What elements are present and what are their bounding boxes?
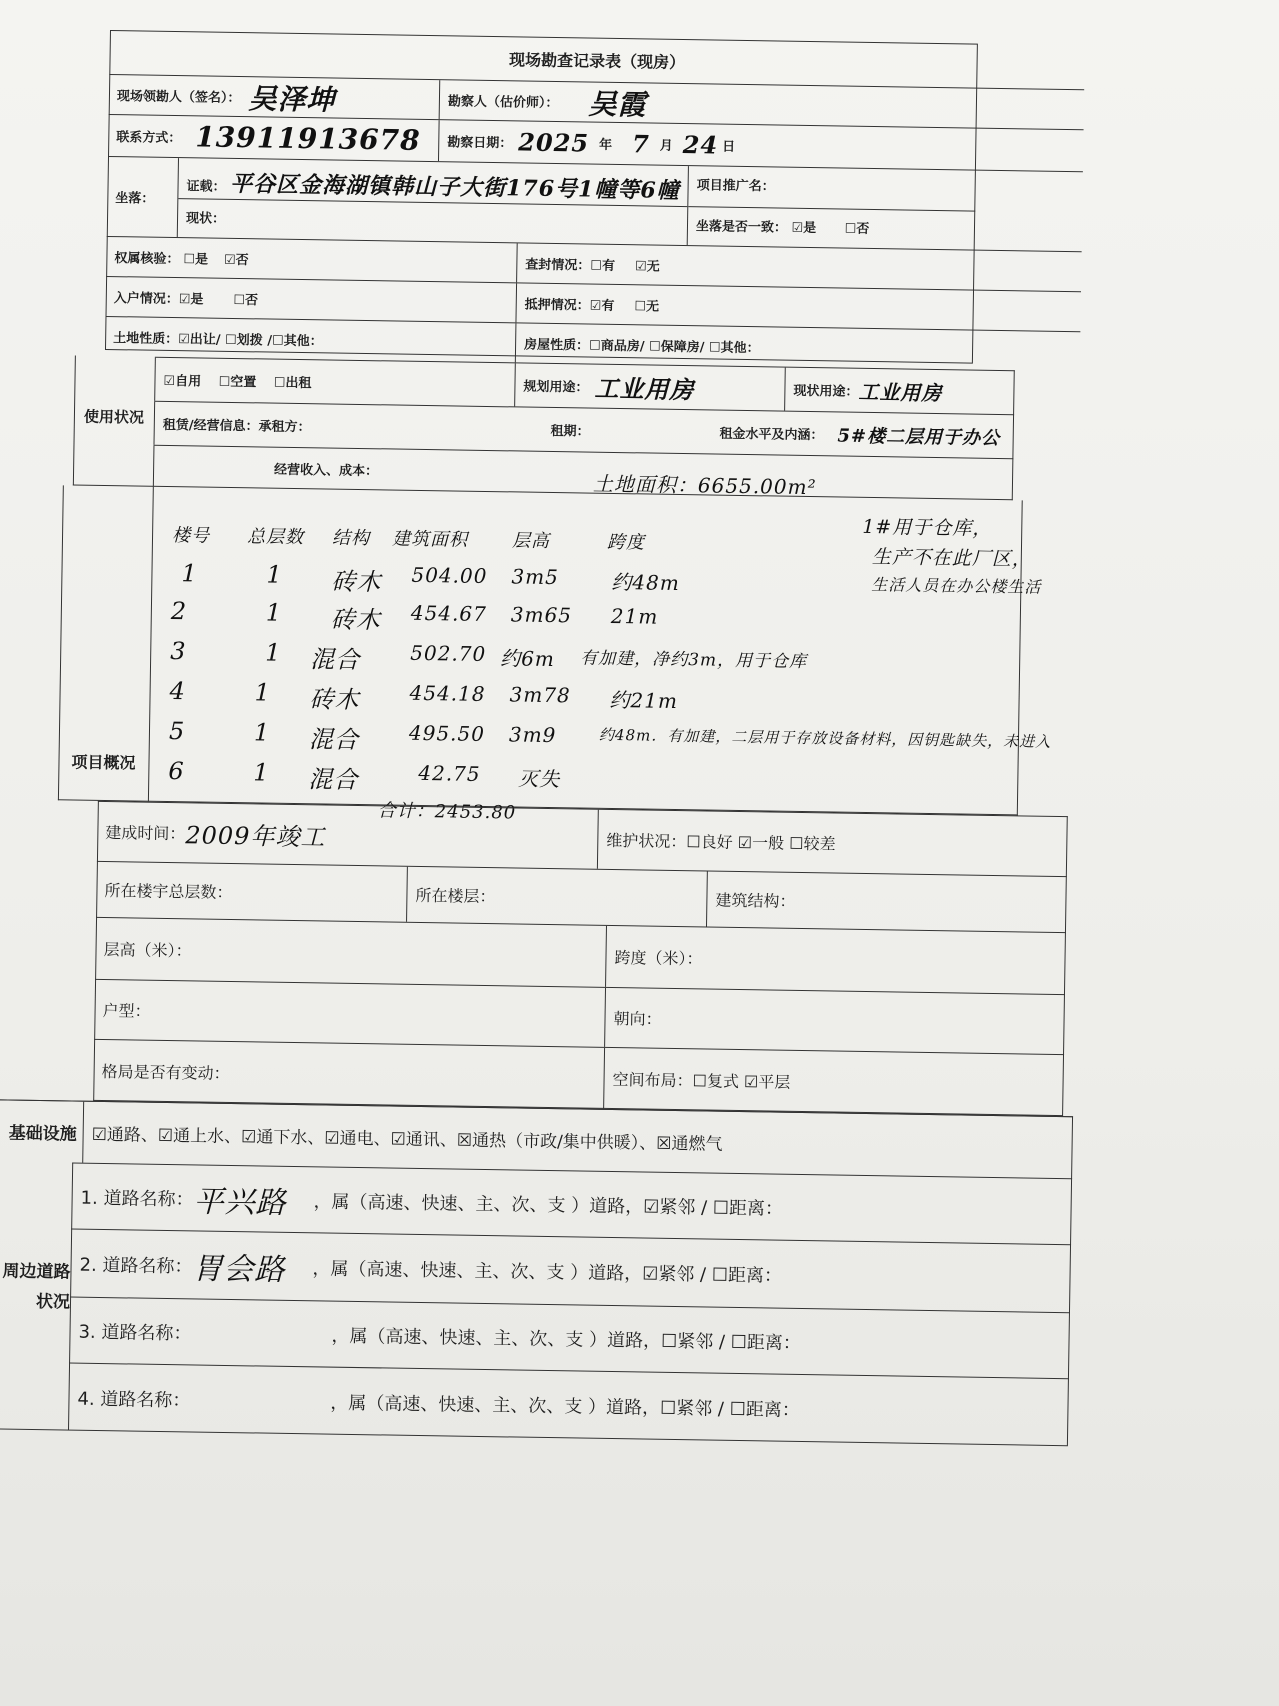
ov-cell: 2 bbox=[170, 597, 188, 626]
ov-cell: 约6m bbox=[499, 646, 556, 672]
ov-cell: 3m65 bbox=[510, 602, 573, 628]
date-label: 勘察日期： bbox=[447, 135, 513, 152]
house-opts: ☐商品房/ ☐保障房/ ☐其他： bbox=[588, 338, 760, 357]
ov-cell: 1 bbox=[265, 598, 283, 627]
orient-label: 朝向： bbox=[604, 988, 1065, 1054]
ov-cell: 42.75 bbox=[418, 760, 481, 786]
ov-cell: 1 bbox=[253, 758, 270, 787]
road-2-name: 胃会路 bbox=[192, 1250, 286, 1288]
infra-opts: ☑通路、☑通上水、☑通下水、☑通电、☑通讯、☒通热（市政/集中供暖）、☒通燃气 bbox=[82, 1102, 1073, 1179]
mortgage-yes: ☑有 bbox=[589, 298, 615, 314]
maint-cell bbox=[597, 810, 1068, 876]
usage-opts: ☑自用 ☐空置 ☐出租 bbox=[154, 358, 515, 407]
ov-cell: 1 bbox=[265, 638, 282, 667]
side-note-1: 1#用于仓库， bbox=[862, 515, 993, 540]
ownership-yes: ☐是 bbox=[183, 252, 209, 268]
built-label: 建成时间： bbox=[105, 823, 186, 844]
change-label: 格局是否有变动： bbox=[101, 1061, 230, 1084]
cert-value: 平谷区金海湖镇韩山子大街176号1幢等6幢 bbox=[229, 170, 680, 204]
ov-cell: 3m9 bbox=[508, 722, 557, 748]
usage-label: 使用状况 bbox=[83, 407, 145, 427]
promo-label: 项目推广名： bbox=[696, 178, 775, 195]
plan-label: 规划用途： bbox=[523, 379, 589, 396]
road-3-suffix: ，属（高速、快速、主、次、支 ）道路，☐紧邻 / ☐距离： bbox=[331, 1325, 802, 1354]
surveyor-cell bbox=[109, 75, 440, 119]
ov-cell: 502.70 bbox=[410, 640, 487, 666]
entry-cell bbox=[106, 277, 517, 322]
ov-cell: 1 bbox=[253, 718, 271, 747]
seal-no: ☑无 bbox=[634, 259, 660, 275]
promo-cell bbox=[687, 166, 976, 250]
maint-label: 维护状况： bbox=[606, 830, 687, 852]
cert-label: 证载： bbox=[186, 179, 226, 195]
match-yes: ☑是 bbox=[791, 220, 817, 237]
height-label: 层高（米）： bbox=[103, 940, 192, 961]
date-month: 7 bbox=[631, 129, 651, 159]
layout-opts: ☐复式 ☑平层 bbox=[692, 1071, 791, 1092]
current-use-cell bbox=[784, 368, 1015, 415]
date-year: 2025 bbox=[518, 127, 590, 158]
floor-label: 所在楼层： bbox=[406, 867, 707, 927]
current-location-label: 现状： bbox=[185, 211, 226, 227]
ov-cell: 混合 bbox=[309, 645, 361, 675]
ov-cell: 灭失 bbox=[518, 766, 561, 792]
road-4-name bbox=[190, 1399, 330, 1401]
land-area-note: 土地面积：6655.00m² bbox=[592, 471, 817, 500]
ov-cell: 砖木 bbox=[309, 685, 360, 714]
rent-value: 5#楼二层用于办公 bbox=[837, 424, 1001, 449]
struct-label: 建筑结构： bbox=[706, 871, 1067, 932]
road-4-prefix: 4. 道路名称： bbox=[77, 1388, 191, 1411]
date-month-unit: 月 bbox=[659, 138, 673, 154]
term-label: 租期： bbox=[550, 423, 590, 440]
road-3-prefix: 3. 道路名称： bbox=[78, 1321, 192, 1344]
maint-opts: ☐良好 ☑一般 ☐较差 bbox=[686, 832, 836, 854]
match-no: ☐否 bbox=[844, 221, 870, 237]
ownership-label: 权属核验： bbox=[114, 251, 180, 268]
road-row-4 bbox=[68, 1363, 1069, 1447]
plan-value: 工业用房 bbox=[594, 373, 695, 405]
ownership-no: ☑否 bbox=[223, 252, 249, 269]
ov-cell: 1 bbox=[266, 560, 283, 589]
ov-cell: 有加建，净约3m，用于仓库 bbox=[580, 648, 808, 673]
ownership-cell bbox=[106, 237, 517, 282]
date-day: 24 bbox=[682, 130, 719, 160]
side-note-3: 生活人员在办公楼生活 bbox=[871, 575, 1042, 597]
span-label: 跨度（米）： bbox=[605, 926, 1066, 994]
ov-header-1: 总层数 bbox=[246, 526, 305, 549]
ov-total: 合计：2453.80 bbox=[377, 800, 517, 824]
ov-header-5: 跨度 bbox=[606, 531, 646, 554]
entry-yes: ☑是 bbox=[178, 292, 204, 308]
contact-label: 联系方式： bbox=[116, 130, 182, 147]
ov-cell: 5 bbox=[168, 717, 186, 746]
overview-label: 项目概况 bbox=[71, 752, 136, 773]
mortgage-label: 抵押情况： bbox=[524, 297, 590, 314]
ov-cell: 1 bbox=[181, 559, 198, 588]
survey-form bbox=[2, 30, 1085, 1535]
house-label: 房屋性质： bbox=[523, 337, 590, 354]
type-label: 户型： bbox=[102, 1001, 151, 1021]
seal-label: 查封情况： bbox=[525, 257, 591, 274]
mortgage-no: ☐无 bbox=[634, 299, 660, 315]
ov-cell: 1 bbox=[254, 678, 272, 707]
ov-cell: 454.67 bbox=[410, 600, 488, 626]
match-label: 坐落是否一致： bbox=[695, 219, 788, 236]
date-year-unit: 年 bbox=[598, 137, 613, 153]
infra-label: 基础设施 bbox=[8, 1123, 77, 1145]
inspector-value: 吴霞 bbox=[588, 87, 647, 121]
ov-cell: 4 bbox=[169, 677, 187, 706]
ov-header-0: 楼号 bbox=[171, 525, 211, 547]
ov-cell: 约21m bbox=[609, 687, 679, 714]
layout-cell bbox=[603, 1048, 1064, 1116]
road-2-prefix: 2. 道路名称： bbox=[79, 1254, 193, 1277]
ov-cell: 3 bbox=[170, 637, 187, 666]
land-cell bbox=[105, 317, 516, 362]
income-label: 经营收入、成本： bbox=[153, 446, 1014, 501]
ov-cell: 约48m bbox=[611, 569, 680, 596]
location-label: 坐落： bbox=[115, 191, 155, 207]
ov-header-2: 结构 bbox=[331, 527, 371, 550]
entry-no: ☐否 bbox=[233, 292, 259, 309]
land-opts: ☑出让/ ☐划拨 /☐其他： bbox=[178, 332, 323, 350]
roads-label-2: 状况 bbox=[35, 1291, 71, 1313]
ov-header-4: 层高 bbox=[511, 530, 551, 552]
roads-label-cell bbox=[0, 1161, 72, 1431]
date-day-unit: 日 bbox=[722, 139, 736, 155]
ov-cell: 混合 bbox=[308, 725, 360, 754]
ov-cell: 454.18 bbox=[409, 680, 486, 706]
built-value: 2009年竣工 bbox=[185, 821, 326, 852]
current-use-label: 现状用途： bbox=[793, 383, 859, 400]
contact-cell bbox=[108, 115, 439, 161]
surveyor-label: 现场领勘人（签名）： bbox=[116, 89, 241, 107]
roads-label-1: 周边道路 bbox=[2, 1261, 71, 1283]
current-line bbox=[178, 198, 688, 242]
location-cell bbox=[177, 158, 688, 245]
road-3-name bbox=[191, 1332, 331, 1334]
road-4-suffix: ，属（高速、快速、主、次、支 ）道路，☐紧邻 / ☐距离： bbox=[330, 1392, 800, 1421]
ov-cell: 混合 bbox=[308, 765, 359, 794]
seal-yes: ☐有 bbox=[590, 258, 616, 274]
land-label: 土地性质： bbox=[113, 331, 179, 348]
current-use-value: 工业用房 bbox=[858, 379, 943, 406]
row-location bbox=[107, 156, 1083, 251]
surveyor-value: 吴泽坤 bbox=[248, 81, 336, 117]
ov-cell: 504.00 bbox=[411, 562, 488, 588]
road-1-suffix: ，属（高速、快速、主、次、支 ）道路，☑紧邻 / ☐距离： bbox=[313, 1190, 784, 1220]
ov-cell: 砖木 bbox=[330, 605, 381, 635]
layout-label: 空间布局： bbox=[612, 1070, 693, 1091]
built-cell bbox=[97, 802, 598, 869]
road-4 bbox=[69, 1364, 1070, 1447]
ov-cell: 6 bbox=[168, 757, 185, 786]
ov-cell: 495.50 bbox=[408, 720, 486, 746]
ov-cell: 3m5 bbox=[511, 564, 560, 590]
ov-cell: 3m78 bbox=[509, 682, 571, 708]
floors-label: 所在楼宇总层数： bbox=[104, 881, 233, 903]
entry-label: 入户情况： bbox=[113, 291, 179, 308]
ov-header-3: 建筑面积 bbox=[391, 528, 469, 551]
side-note-2: 生产不在此厂区， bbox=[871, 546, 1032, 571]
road-1-prefix: 1. 道路名称： bbox=[80, 1187, 194, 1210]
rent-label: 租金水平及内涵： bbox=[719, 426, 824, 444]
ov-cell: 砖木 bbox=[331, 567, 382, 597]
match-line bbox=[688, 206, 976, 247]
ov-cell: 21m bbox=[610, 603, 659, 629]
ov-cell: 约48m．有加建，二层用于存放设备材料，因钥匙缺失，未进入 bbox=[598, 725, 1052, 751]
road-1-name: 平兴路 bbox=[193, 1183, 287, 1221]
inspector-label: 勘察人（估价师）： bbox=[447, 94, 559, 112]
contact-value: 13911913678 bbox=[195, 120, 421, 157]
road-2-suffix: ，属（高速、快速、主、次、支 ）道路，☑紧邻 / ☐距离： bbox=[312, 1257, 783, 1287]
lease-label: 租赁/经营信息：承租方： bbox=[162, 417, 311, 436]
plan-cell bbox=[514, 363, 785, 410]
form-title: 现场勘查记录表（现房） bbox=[508, 49, 686, 72]
